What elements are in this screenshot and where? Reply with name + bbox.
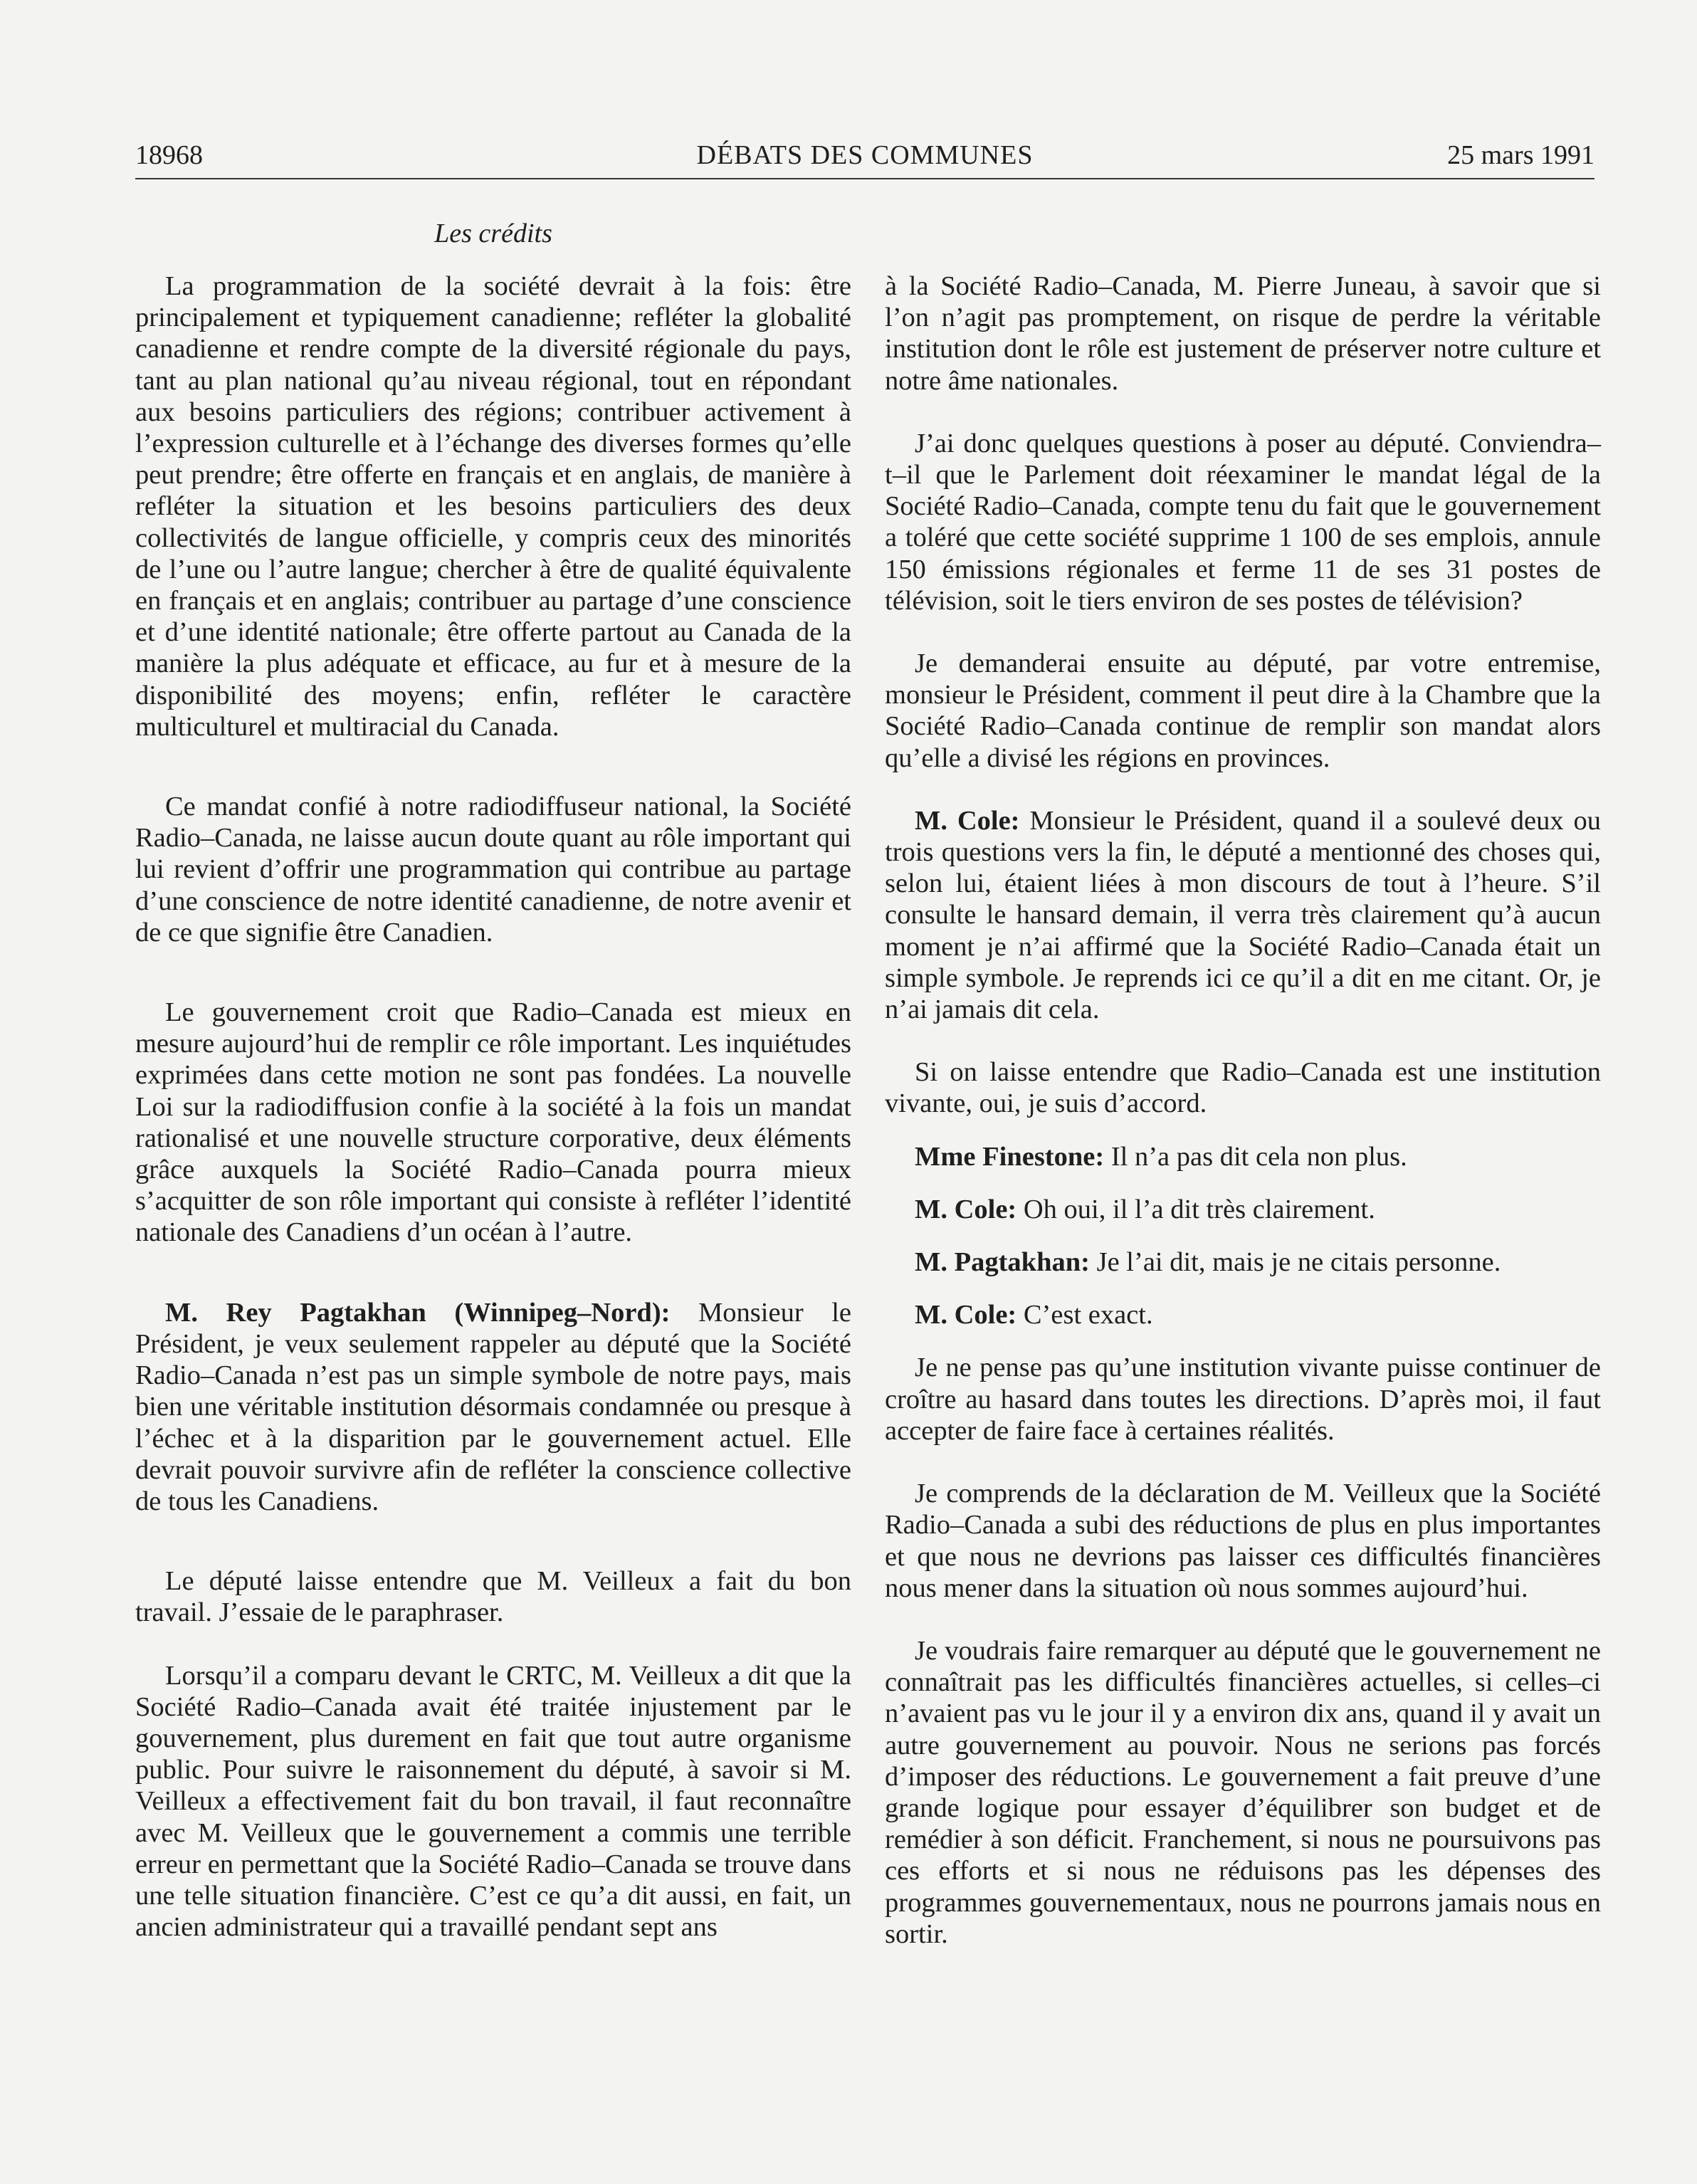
paragraph: Le gouvernement croit que Radio–Canada est mieux en mesure aujourd’hui de remplir ce rôle important. Les inquiétudes exprimées dans cette motion ne sont pas fondées. La nouvelle Loi sur la radiodiffusion confie à la société à la fois un mandat rationalisé et une nouvelle structure corporative, deux éléments grâce auxquels la Société Radio–Canada pourra mieux s’acquitter de son rôle important qui consiste à refléter l’identité nationale des Canadiens d’un océan à l’autre. [135,997,851,1248]
speech-paragraph: M. Pagtakhan: Je l’ai dit, mais je ne citais personne. [915,1247,1501,1278]
paragraph: Ce mandat confié à notre radiodiffuseur national, la Société Radio–Canada, ne laisse aucun doute quant au rôle important qui lui revient d’offrir une programmation qui contribue au partage d’une conscience de notre identité canadienne, de notre avenir et de ce que signifie être Canadien. [135,792,851,947]
speaker-name: M. Cole: [915,1194,1017,1224]
publication-date: 25 mars 1991 [1447,140,1594,170]
paragraph: La programmation de la société devrait à la fois: être principalement et typiquement canadienne; refléter la globalité canadienne et rendre compte de la diversité régionale du pays, tant au plan national qu’au niveau régional, tout en répondant aux besoins particuliers des régions; contribuer activement à l’expression culturelle et à l’échange des diverses formes qu’elle peut prendre; être offerte en français et en anglais, de manière à refléter la situation et les besoins particuliers des deux collectivités de langue officielle, y compris ceux des minorités de l’une ou l’autre langue; chercher à être de qualité équivalente en français et en anglais; contribuer au partage d’une conscience et d’une identité nationale; être offerte partout au Canada de la manière la plus adéquate et efficace, au fur et à mesure de la disponibilité des moyens; enfin, refléter le caractère multiculturel et multiracial du Canada. [135,271,851,742]
speech-paragraph: M. Cole: C’est exact. [915,1300,1153,1330]
page-number: 18968 [135,140,203,170]
speech-paragraph: M. Rey Pagtakhan (Winnipeg–Nord): Monsieur le Président, je veux seulement rappeler au député que la Société Radio–Canada n’est pas un simple symbole de notre pays, mais bien une véritable institution désormais condamnée ou presque à l’échec et à la disparition par le gouvernement actuel. Elle devrait pouvoir survivre afin de refléter la conscience collective de tous les Canadiens. [135,1297,852,1516]
page-header [135,140,1594,177]
paragraph: à la Société Radio–Canada, M. Pierre Juneau, à savoir que si l’on n’agit pas promptement, on risque de perdre la véritable institution dont le rôle est justement de préserver notre culture et notre âme nationales. [885,271,1601,396]
publication-title: DÉBATS DES COMMUNES [696,140,1034,170]
paragraph: Si on laisse entendre que Radio–Canada est une institution vivante, oui, je suis d’accord. [885,1057,1601,1119]
paragraph: Je comprends de la déclaration de M. Veilleux que la Société Radio–Canada a subi des réductions de plus en plus importantes et que nous ne devrions pas laisser ces difficultés financières nous mener dans la situation où nous sommes aujourd’hui. [885,1479,1601,1603]
speaker-name: M. Cole: [915,805,1020,836]
speech-paragraph: Mme Finestone: Il n’a pas dit cela non plus. [915,1141,1407,1172]
paragraph: Je voudrais faire remarquer au député que le gouvernement ne connaîtrait pas les difficultés financières actuelles, si celles–ci n’avaient pas vu le jour il y a environ dix ans, quand il y avait un autre gouvernement au pouvoir. Nous ne serions pas forcés d’imposer des réductions. Le gouvernement a fait preuve d’une grande logique pour essayer d’équilibrer son budget et de remédier à son déficit. Franchement, si nous ne poursuivons pas ces efforts et si nous ne réduisons pas les dépenses des programmes gouvernementaux, nous ne pourrons jamais nous en sortir. [885,1635,1601,1949]
speaker-name: M. Pagtakhan: [915,1247,1090,1278]
right-column [885,271,1601,1981]
left-column [135,271,851,1974]
speaker-name: M. Rey Pagtakhan (Winnipeg–Nord): [165,1297,671,1328]
paragraph: Le député laisse entendre que M. Veilleux a fait du bon travail. J’essaie de le paraphraser. [135,1566,851,1628]
section-title: Les crédits [434,219,552,248]
speaker-name: Mme Finestone: [915,1141,1105,1172]
speaker-name: M. Cole: [915,1300,1017,1330]
speech-paragraph: M. Cole: Monsieur le Président, quand il a soulevé deux ou trois questions vers la fin, le député a mentionné des choses qui, selon lui, étaient liées à mon discours de tout à l’heure. S’il consulte le hansard demain, il verra très clairement qu’à aucun moment je n’ai affirmé que la Société Radio–Canada était un simple symbole. Je reprends ici ce qu’il a dit en me citant. Or, je n’ai jamais dit cela. [885,805,1601,1025]
paragraph: J’ai donc quelques questions à poser au député. Conviendra–t–il que le Parlement doit réexaminer le mandat légal de la Société Radio–Canada, compte tenu du fait que le gouvernement a toléré que cette société supprime 1 100 de ses emplois, annule 150 émissions régionales et ferme 11 de ses 31 postes de télévision, soit le tiers environ de ses postes de télévision? [885,428,1601,616]
paragraph: Je demanderai ensuite au député, par votre entremise, monsieur le Président, comment il peut dire à la Chambre que la Société Radio–Canada continue de remplir son mandat alors qu’elle a divisé les régions en provinces. [885,649,1601,773]
paragraph: Je ne pense pas qu’une institution vivante puisse continuer de croître au hasard dans toutes les directions. D’après moi, il faut accepter de faire face à certaines réalités. [885,1353,1601,1446]
speech-paragraph: M. Cole: Oh oui, il l’a dit très clairement. [915,1194,1375,1224]
header-rule [135,178,1594,179]
paragraph: Lorsqu’il a comparu devant le CRTC, M. Veilleux a dit que la Société Radio–Canada avait été traitée injustement par le gouvernement, plus durement en fait que tout autre organisme public. Pour suivre le raisonnement du député, à savoir si M. Veilleux a effectivement fait du bon travail, il faut reconnaître avec M. Veilleux que le gouvernement a commis une terrible erreur en permettant que la Société Radio–Canada se trouve dans une telle situation financière. C’est ce qu’a dit aussi, en fait, un ancien administrateur qui a travaillé pendant sept ans [135,1660,851,1943]
